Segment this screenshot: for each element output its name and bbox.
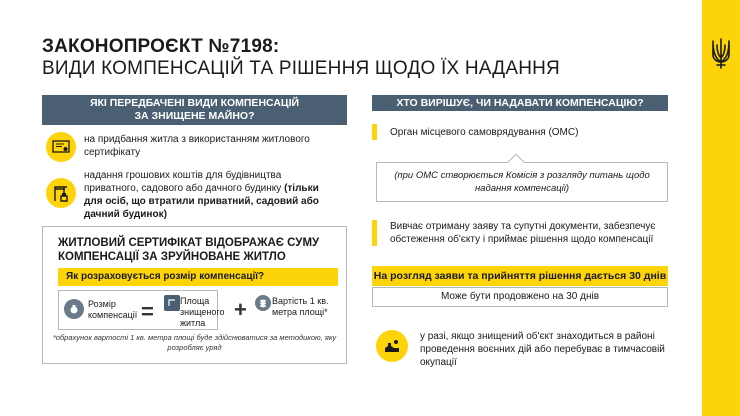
certificate-title: ЖИТЛОВИЙ СЕРТИФІКАТ ВІДОБРАЖАЄ СУМУ КОМПЕНСАЦІЇ ЗА ЗРУЙНОВАНЕ ЖИТЛО bbox=[58, 237, 320, 263]
construction-note: (тільки для осіб, що втратили приватний, садовий або дачний будинок) bbox=[84, 183, 319, 220]
left-section-header-text: ЯКІ ПЕРЕДБАЧЕНІ ВИДИ КОМПЕНСАЦІЙ ЗА ЗНИЩЕНЕ МАЙНО? bbox=[89, 97, 300, 122]
left-section-header bbox=[42, 95, 347, 125]
compensation-type-construction bbox=[84, 169, 329, 221]
war-zone-note: у разі, якщо знищений об'єкт знаходиться в районі проведення воєнних дій або перебуває в тимчасовій окупації bbox=[420, 331, 665, 368]
trident-icon bbox=[711, 38, 731, 70]
accent-marker bbox=[372, 124, 377, 140]
extension-note: Може бути продовжено на 30 днів bbox=[372, 287, 668, 307]
commission-text: (при ОМС створюється Комісія з розгляду питань щодо надання компенсації) bbox=[394, 170, 650, 194]
page-title: ЗАКОНОПРОЄКТ №7198: bbox=[42, 36, 280, 57]
compensation-type-certificate: на придбання житла з використанням житлового сертифікату bbox=[84, 134, 310, 158]
money-bag-icon bbox=[64, 299, 84, 319]
construction-text: надання грошових коштів для будівництва приватного, садового або дачного будинку bbox=[84, 170, 282, 194]
certificate-icon bbox=[46, 132, 76, 162]
equals-sign: = bbox=[141, 299, 154, 324]
square-meter-cost-label: Вартість 1 кв. метра площі* bbox=[272, 296, 329, 317]
coins-icon bbox=[255, 295, 271, 311]
destroyed-area-label: Площа знищеного житла bbox=[180, 296, 225, 328]
right-section-header-text: ХТО ВИРІШУЄ, ЧИ НАДАВАТИ КОМПЕНСАЦІЮ? bbox=[396, 96, 644, 109]
war-zone-icon bbox=[376, 330, 408, 362]
construction-crane-icon bbox=[46, 178, 76, 208]
area-icon bbox=[164, 295, 180, 311]
plus-sign: + bbox=[234, 297, 247, 322]
page-subtitle: ВИДИ КОМПЕНСАЦІЙ ТА РІШЕННЯ ЩОДО ЇХ НАДАННЯ bbox=[42, 58, 560, 79]
accent-marker bbox=[372, 220, 377, 246]
right-section-header bbox=[372, 95, 668, 111]
local-government-text: Орган місцевого самоврядування (ОМС) bbox=[390, 127, 579, 138]
compensation-size-label: Розмір компенсації bbox=[88, 299, 138, 320]
review-period: На розгляд заяви та прийняття рішення дається 30 днів bbox=[372, 266, 668, 286]
footnote: *обрахунок вартості 1 кв. метра площі буде здійснюватися за методикою, яку розробляє уряд bbox=[52, 333, 337, 352]
calculation-question: Як розраховується розмір компенсації? bbox=[58, 268, 338, 286]
commission-duties-text: Вивчає отриману заяву та супутні документи, забезпечує обстеження об'єкту і приймає рішення щодо компенсації bbox=[390, 221, 656, 245]
commission-box bbox=[376, 162, 668, 202]
